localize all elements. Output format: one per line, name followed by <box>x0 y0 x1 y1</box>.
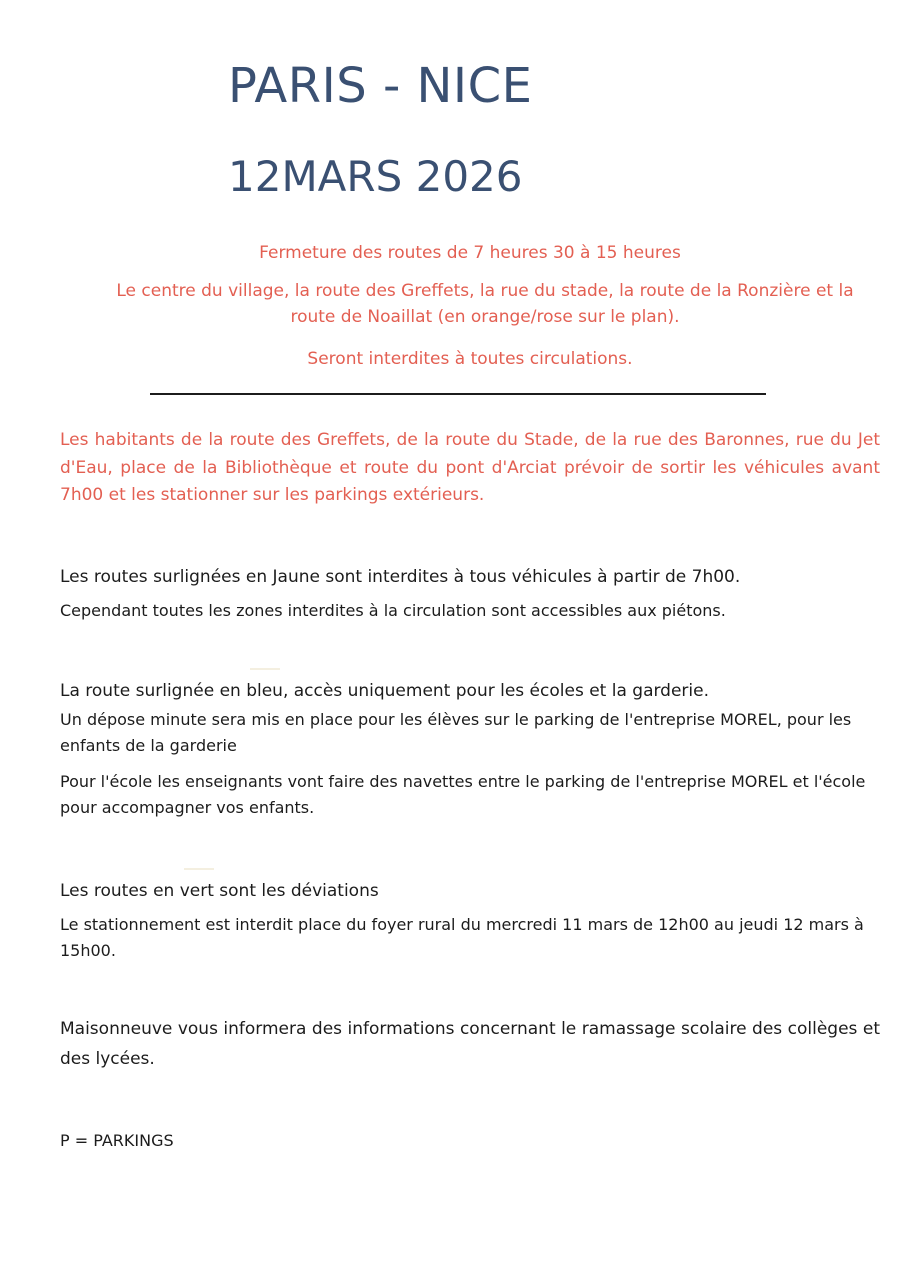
parking-legend: P = PARKINGS <box>60 1131 174 1150</box>
closure-hours: Fermeture des routes de 7 heures 30 à 15 heures <box>259 243 681 263</box>
school-bus-info: Maisonneuve vous informera des informations concernant le ramassage scolaire des collèges et des lycées. <box>60 1019 880 1069</box>
scan-speck <box>250 668 280 670</box>
event-date: 12MARS 2026 <box>228 152 523 201</box>
section-divider <box>150 393 766 395</box>
drop-off-info: Un dépose minute sera mis en place pour les élèves sur le parking de l'entreprise MOREL, pour les enfants de la garderie <box>60 710 852 755</box>
page-title: PARIS - NICE <box>228 58 533 114</box>
blue-road-rule: La route surlignée en bleu, accès uniquement pour les écoles et la garderie. <box>60 681 709 701</box>
closure-roads: Le centre du village, la route des Greffets, la rue du stade, la route de la Ronzière et la route de Noaillat (en orange/rose sur le plan). <box>116 281 854 328</box>
yellow-roads-rule: Les routes surlignées en Jaune sont interdites à tous véhicules à partir de 7h00. <box>60 567 741 587</box>
scan-speck <box>184 868 214 870</box>
pedestrian-access: Cependant toutes les zones interdites à la circulation sont accessibles aux piétons. <box>60 601 726 620</box>
green-roads-rule: Les routes en vert sont les déviations <box>60 881 379 901</box>
parking-ban-info: Le stationnement est interdit place du foyer rural du mercredi 11 mars de 12h00 au jeudi 12 mars à 15h00. <box>60 915 864 960</box>
residents-notice: Les habitants de la route des Greffets, de la route du Stade, de la rue des Baronnes, rue du Jet d'Eau, place de la Bibliothèque et route du pont d'Arciat prévoir de sortir les véhicules avant 7h00 et les stationner sur les parkings extérieurs. <box>60 430 880 506</box>
school-shuttle-info: Pour l'école les enseignants vont faire des navettes entre le parking de l'entreprise MOREL et l'école pour accompagner vos enfants. <box>60 772 866 817</box>
closure-statement: Seront interdites à toutes circulations. <box>307 349 633 369</box>
